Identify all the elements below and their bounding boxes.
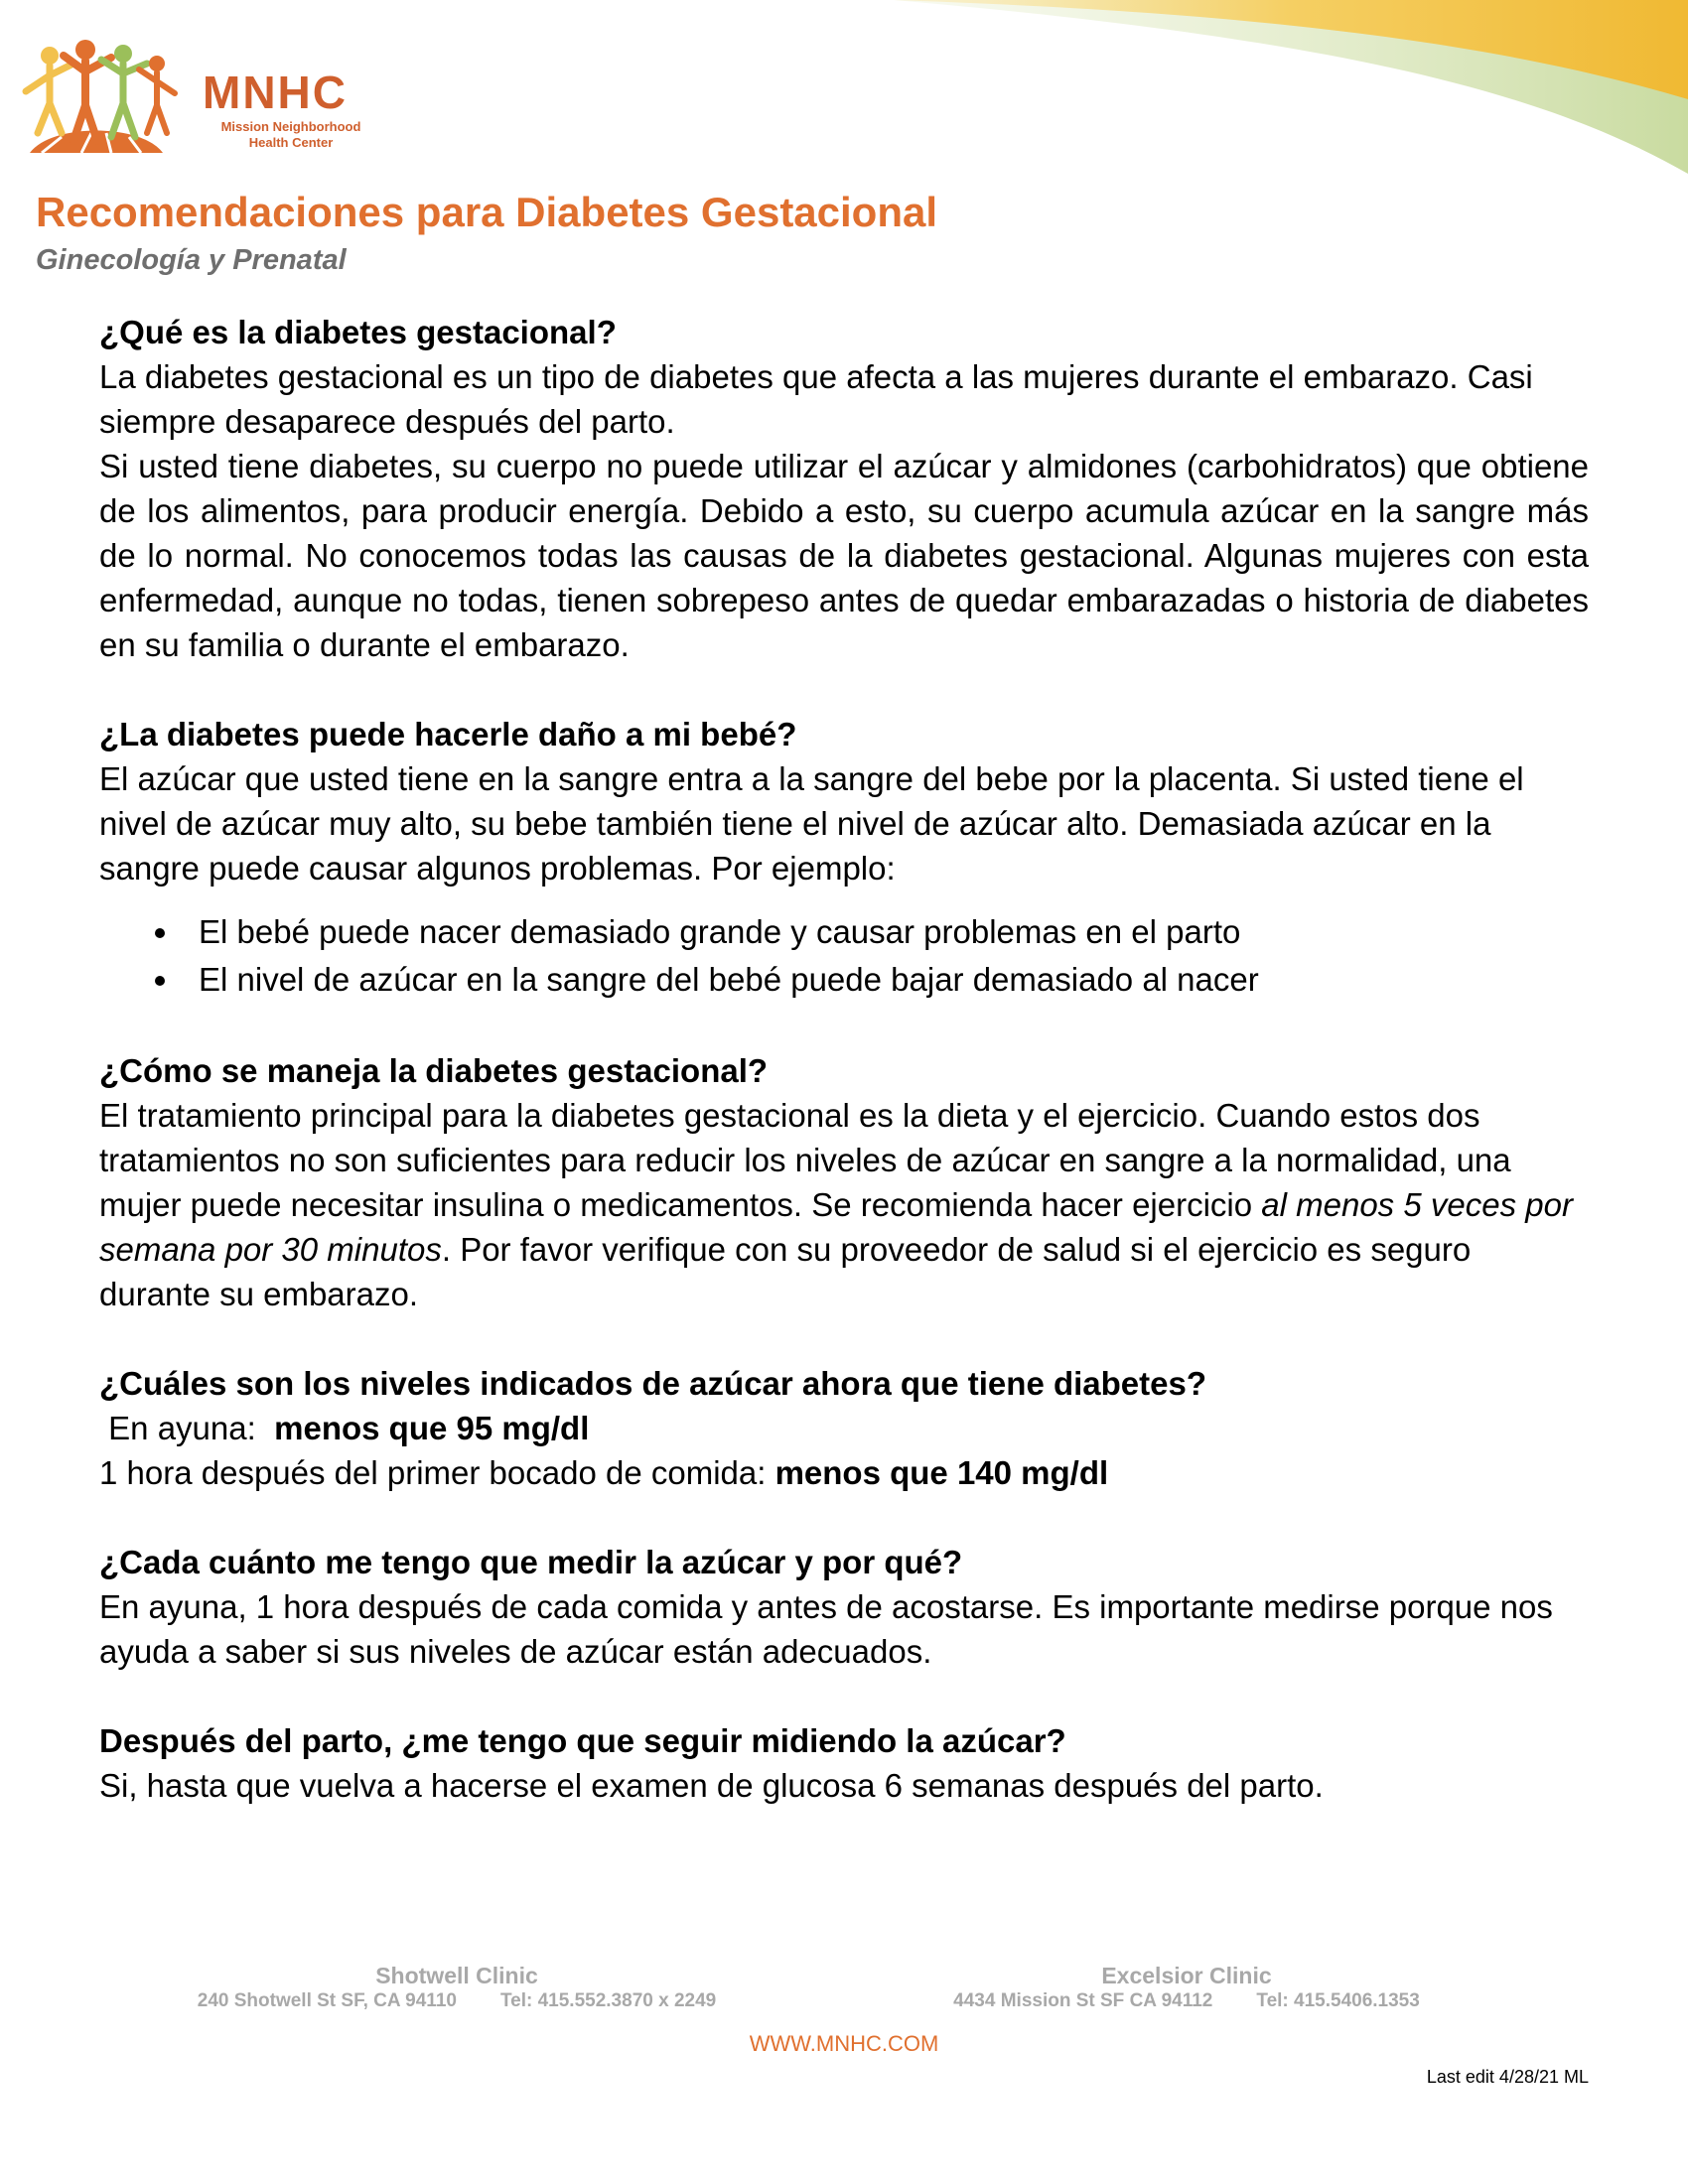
logo-subtitle — [207, 119, 375, 151]
footer-shotwell-clinic — [149, 1962, 765, 2013]
list-item-text: El bebé puede nacer demasiado grande y causar problemas en el parto — [199, 913, 1241, 950]
logo-subtitle-line2: Health Center — [248, 135, 334, 150]
section-baby-harm — [99, 712, 1589, 1004]
clinic-address: 4434 Mission St SF CA 94112 — [953, 1990, 1213, 2011]
section-heading: Después del parto, ¿me tengo que seguir midiendo la azúcar? — [99, 1722, 1066, 1759]
website-link[interactable]: WWW.MNHC.COM — [749, 2031, 939, 2056]
section-paragraph — [99, 1093, 1589, 1316]
fasting-level-line — [99, 1406, 1589, 1450]
section-heading: ¿Cómo se maneja la diabetes gestacional? — [99, 1052, 769, 1089]
section-paragraph: El azúcar que usted tiene en la sangre entra a la sangre del bebe por la placenta. Si usted tiene el nivel de azúcar muy alto, su bebe también tiene el nivel de azúcar alto. Demasiada azúcar en la sangre puede causar algunos problemas. Por ejemplo: — [99, 760, 1524, 887]
mnhc-logo — [12, 34, 369, 163]
section-how-often — [99, 1540, 1589, 1674]
logo-subtitle-line1: Mission Neighborhood — [220, 119, 361, 134]
section-heading: ¿La diabetes puede hacerle daño a mi bebé? — [99, 716, 797, 752]
section-after-birth — [99, 1718, 1589, 1808]
section-what-is — [99, 310, 1589, 667]
section-heading: ¿Cada cuánto me tengo que medir la azúcar y por qué? — [99, 1544, 963, 1580]
section-target-levels — [99, 1361, 1589, 1495]
clinic-contact — [894, 1989, 1479, 2013]
after-meal-level-line — [99, 1450, 1589, 1495]
level-label: En ayuna: — [99, 1410, 275, 1446]
document-subtitle: Ginecología y Prenatal — [36, 244, 347, 276]
clinic-name: Excelsior Clinic — [1101, 1963, 1272, 1988]
section-heading: ¿Cuáles son los niveles indicados de azúcar ahora que tiene diabetes? — [99, 1365, 1207, 1402]
footer-excelsior-clinic — [894, 1962, 1479, 2013]
document-title: Recomendaciones para Diabetes Gestacional — [36, 189, 938, 235]
paragraph-emphasis: al menos 5 veces por semana por 30 minutos — [99, 1186, 1573, 1268]
document-body — [99, 310, 1589, 1852]
list-item-text: El nivel de azúcar en la sangre del bebé puede bajar demasiado al nacer — [199, 961, 1259, 998]
logo-brand-text: MNHC — [203, 67, 348, 118]
logo-figures-icon — [12, 34, 181, 163]
list-item — [99, 908, 1589, 956]
section-paragraph: Si usted tiene diabetes, su cuerpo no puede utilizar el azúcar y almidones (carbohidratos) que obtiene de los alimentos, para producir energía. Debido a esto, su cuerpo acumula azúcar en la sangre más de lo normal. No conocemos todas las causas de la diabetes gestacional. Algunas mujeres con esta enfermedad, aunque no todas, tienen sobrepeso antes de quedar embarazadas o historia de diabetes en su familia o durante el embarazo. — [99, 448, 1589, 663]
clinic-phone: Tel: 415.5406.1353 — [1256, 1990, 1420, 2011]
clinic-address: 240 Shotwell St SF, CA 94110 — [197, 1990, 457, 2011]
list-item — [99, 956, 1589, 1004]
section-paragraph: La diabetes gestacional es un tipo de diabetes que afecta a las mujeres durante el embarazo. Casi siempre desaparece después del parto. — [99, 358, 1533, 440]
clinic-contact — [149, 1989, 765, 2013]
bullet-icon — [155, 976, 165, 986]
level-value: menos que 140 mg/dl — [774, 1454, 1109, 1491]
section-paragraph: Si, hasta que vuelva a hacerse el examen de glucosa 6 semanas después del parto. — [99, 1767, 1324, 1804]
problem-list — [99, 908, 1589, 1004]
last-edit-note: Last edit 4/28/21 ML — [1426, 2067, 1589, 2087]
paragraph-text: . Por favor verifique con su proveedor de salud si el ejercicio es seguro durante su embarazo. — [99, 1231, 1472, 1312]
level-label: 1 hora después del primer bocado de comida: — [99, 1454, 775, 1491]
paragraph-text: El tratamiento principal para la diabetes gestacional es la dieta y el ejercicio. Cuando estos dos tratamientos no son suficientes para reducir los niveles de azúcar en sangre a la normalidad, una mujer puede necesitar insulina o medicamentos. Se recomienda hacer ejercicio — [99, 1097, 1511, 1223]
clinic-phone: Tel: 415.552.3870 x 2249 — [499, 1990, 717, 2011]
section-heading: ¿Qué es la diabetes gestacional? — [99, 314, 617, 350]
section-management — [99, 1048, 1589, 1316]
level-value: menos que 95 mg/dl — [274, 1410, 590, 1446]
section-paragraph: En ayuna, 1 hora después de cada comida y antes de acostarse. Es importante medirse porque nos ayuda a saber si sus niveles de azúcar están adecuados. — [99, 1588, 1553, 1670]
clinic-name: Shotwell Clinic — [375, 1963, 538, 1988]
bullet-icon — [155, 928, 165, 938]
